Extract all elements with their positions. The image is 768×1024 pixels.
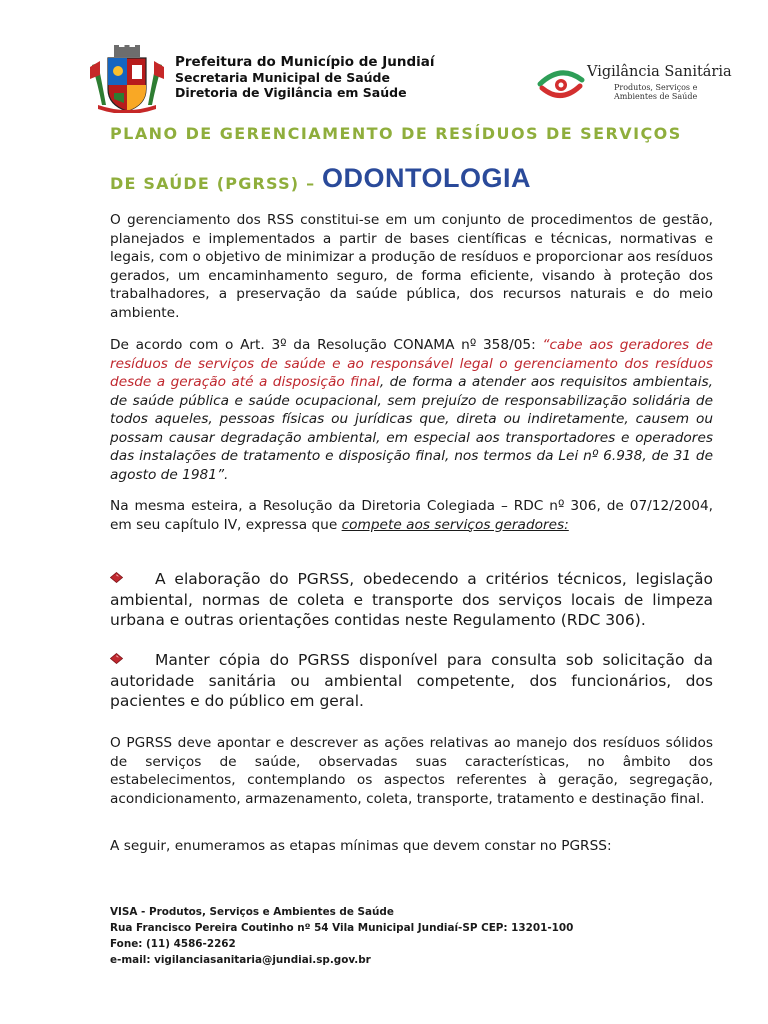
document-title-emphasis: ODONTOLOGIA [322,163,532,193]
visa-subtitle-line2: Ambientes de Saúde [614,92,698,101]
document-title-line1: PLANO DE GERENCIAMENTO DE RESÍDUOS DE SERVIÇOS [110,124,682,143]
visa-subtitle [614,83,697,101]
document-title-line2 [110,165,531,196]
footer-department: VISA - Produtos, Serviços e Ambientes de Saúde [110,906,394,918]
page-footer [110,904,573,968]
coat-of-arms-icon [88,45,166,113]
paragraph-conama-resolution [110,336,713,484]
bullet-icon [110,653,123,664]
paragraph-rss-definition: O gerenciamento dos RSS constitui-se em um conjunto de procedimentos de gestão, planejados e implementados a partir de bases científicas e técnicas, normativas e legais, com o objetivo de minimizar a produção de resíduos e proporcionar aos resíduos gerados, um encaminhamento seguro, de forma eficiente, visando à proteção dos trabalhadores, a preservação da saúde pública, dos recursos naturais e do meio ambiente. [110,212,713,321]
visa-eye-logo-icon [536,62,586,106]
conama-quote-highlight: “cabe aos geradores de resíduos de serviços de saúde e ao responsável legal o gerenciamento dos resíduos desde a geração até a disposição final [110,337,713,390]
bullet-icon [110,572,123,583]
organization-heading [175,54,435,100]
directorate-name: Diretoria de Vigilância em Saúde [175,85,407,100]
footer-address: Rua Francisco Pereira Coutinho nº 54 Vila Municipal Jundiaí-SP CEP: 13201-100 [110,922,574,934]
document-title-prefix: DE SAÚDE (PGRSS) – [110,174,323,193]
footer-phone: Fone: (11) 4586-2262 [110,938,236,950]
rdc-intro: Na mesma esteira, a Resolução da Diretoria Colegiada – RDC nº 306, de 07/12/2004, em seu capítulo IV, expressa que [110,498,713,533]
secretariat-name: Secretaria Municipal de Saúde [175,70,390,85]
visa-title: Vigilância Sanitária [587,64,732,80]
list-item-text: A elaboração do PGRSS, obedecendo a critérios técnicos, legislação ambiental, normas de coleta e transporte dos serviços locais de limpeza urbana e outras orientações contidas neste Regulamento (RDC 306). [110,570,713,629]
paragraph-rdc-306 [110,497,713,534]
conama-quote-rest: , de forma a atender aos requisitos ambientais, de saúde pública e saúde ocupacional, sem prejuízo de responsabilização solidária de todos aqueles, pessoas físicas ou jurídicas que, direta ou indiretamente, causem ou possam causar degradação ambiental, em especial aos transportadores e operadores das instalações de tratamento e disposição final, nos termos da Lei nº 6.938, de 31 de agosto de 1981”. [110,374,713,483]
list-item-text: Manter cópia do PGRSS disponível para consulta sob solicitação da autoridade sanitária ou ambiental competente, dos funcionários, dos pacientes e do público em geral. [110,651,713,710]
municipality-name: Prefeitura do Município de Jundiaí [175,54,435,70]
visa-subtitle-line1: Produtos, Serviços e [614,83,698,92]
footer-email: e-mail: vigilanciasanitaria@jundiai.sp.gov.br [110,954,371,966]
conama-intro: De acordo com o Art. 3º da Resolução CONAMA nº 358/05: [110,337,543,353]
paragraph-pgrss-description: O PGRSS deve apontar e descrever as ações relativas ao manejo dos resíduos sólidos de serviços de saúde, observadas suas características, no âmbito dos estabelecimentos, contemplando os aspectos referentes à geração, segregação, acondicionamento, armazenamento, coleta, transporte, tratamento e destinação final. [110,735,713,807]
paragraph-next-steps: A seguir, enumeramos as etapas mínimas que devem constar no PGRSS: [110,838,612,854]
list-item [110,650,713,712]
list-item [110,569,713,631]
rdc-underlined-text: compete aos serviços geradores: [341,516,569,533]
